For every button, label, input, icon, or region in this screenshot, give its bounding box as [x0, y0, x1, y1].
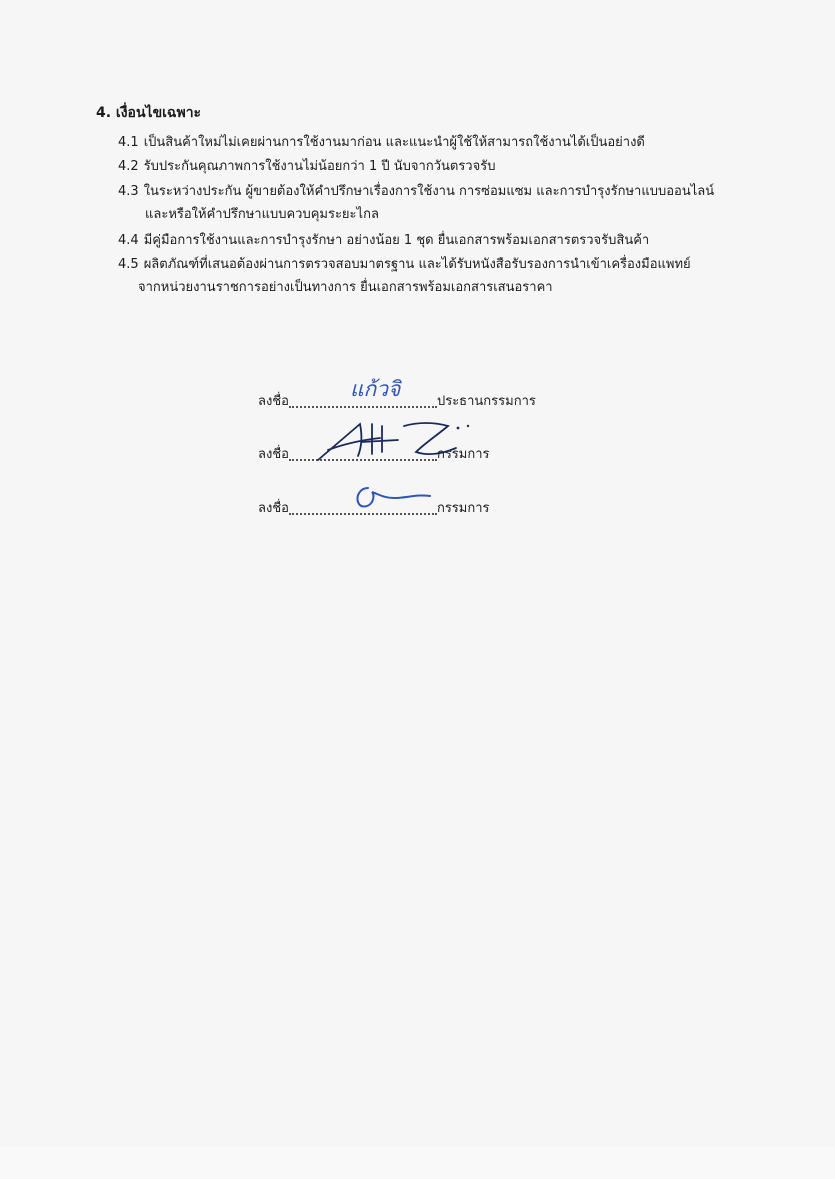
- clause-number: 4.1: [118, 135, 139, 150]
- handwritten-signature-member-1: [300, 414, 480, 464]
- clause-4-1: [118, 131, 645, 154]
- clause-number: 4.5: [118, 257, 139, 272]
- clause-4-2: [118, 155, 495, 178]
- clause-number: 4.3: [118, 184, 139, 199]
- signature-prefix: ลงชื่อ: [258, 447, 289, 462]
- signature-prefix: ลงชื่อ: [258, 394, 289, 409]
- handwritten-signature-chairman: [340, 368, 440, 406]
- page-bottom-margin: [0, 1147, 835, 1179]
- signature-role: กรรมการ: [436, 501, 490, 516]
- clause-continuation: และหรือให้คำปรึกษาแบบควบคุมระยะไกล: [145, 207, 379, 222]
- clause-4-4: [118, 229, 649, 252]
- clause-4-5: [118, 253, 691, 299]
- clause-text: ผลิตภัณฑ์ที่เสนอต้องผ่านการตรวจสอบมาตรฐาน และได้รับหนังสือรับรองการนำเข้าเครื่องมือแพทย์: [143, 257, 691, 272]
- signature-handwriting: แก้วจิ: [350, 377, 401, 401]
- signature-role: กรรมการ: [436, 447, 490, 462]
- clause-number: 4.4: [118, 233, 139, 248]
- signature-role: ประธานกรรมการ: [436, 394, 536, 409]
- clause-text: รับประกันคุณภาพการใช้งานไม่น้อยกว่า 1 ปี นับจากวันตรวจรับ: [143, 159, 496, 174]
- signature-prefix: ลงชื่อ: [258, 501, 289, 516]
- handwritten-signature-member-2: [350, 478, 440, 512]
- clause-text: มีคู่มือการใช้งานและการบำรุงรักษา อย่างน้อย 1 ชุด ยื่นเอกสารพร้อมเอกสารตรวจรับสินค้า: [143, 233, 650, 248]
- clause-number: 4.2: [118, 159, 139, 174]
- clause-text: เป็นสินค้าใหม่ไม่เคยผ่านการใช้งานมาก่อน และแนะนำผู้ใช้ให้สามารถใช้งานได้เป็นอย่างดี: [143, 135, 645, 150]
- clause-text: ในระหว่างประกัน ผู้ขายต้องให้คำปรึกษาเรื่องการใช้งาน การซ่อมแซม และการบำรุงรักษาแบบออนไลน์: [143, 184, 715, 199]
- clause-4-3: [118, 180, 714, 226]
- clause-continuation: จากหน่วยงานราชการอย่างเป็นทางการ ยื่นเอกสารพร้อมเอกสารเสนอราคา: [138, 280, 553, 295]
- section-heading: 4. เงื่อนไขเฉพาะ: [96, 105, 202, 121]
